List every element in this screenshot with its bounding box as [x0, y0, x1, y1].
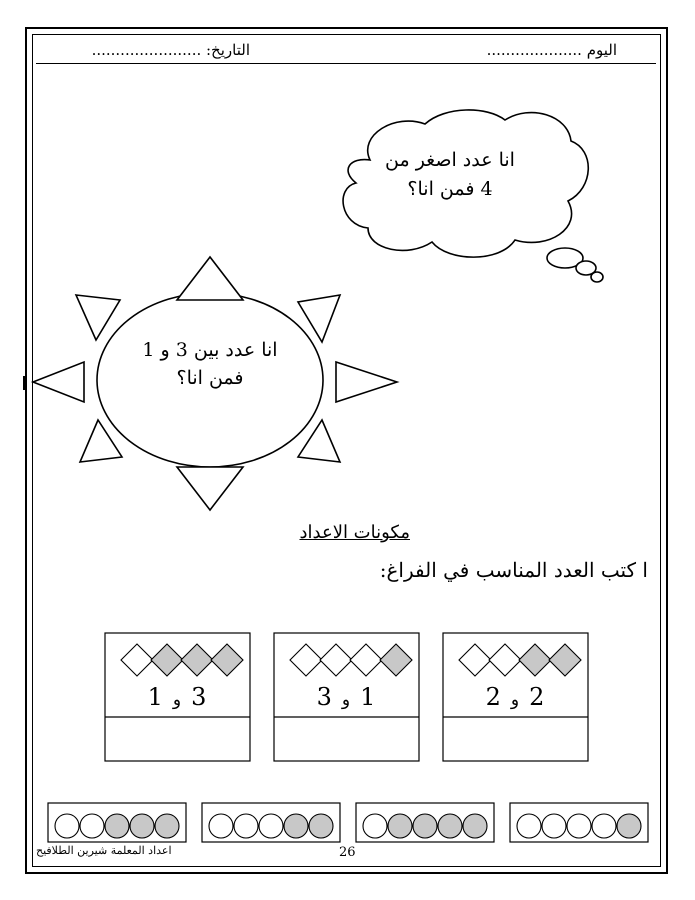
page-number: 26: [339, 845, 356, 860]
counter-circle: [284, 814, 308, 838]
cloud-riddle-line2: 4 فمن انا؟: [407, 178, 493, 200]
counter-circle: [617, 814, 641, 838]
instruction-text: ا كتب العدد المناسب في الفراغ:: [379, 558, 648, 582]
pair-and: و: [510, 690, 520, 710]
counter-circle: [567, 814, 591, 838]
number-pair: [107, 683, 247, 711]
counter-circle: [517, 814, 541, 838]
counter-circle: [388, 814, 412, 838]
sun-riddle-line2: فمن انا؟: [176, 367, 244, 389]
circle-strip: [48, 803, 186, 842]
pair-and: و: [172, 690, 182, 710]
pair-left-number: 3: [191, 683, 207, 711]
cloud-riddle: [355, 146, 545, 204]
answer-blank[interactable]: [107, 719, 248, 759]
counter-circle: [542, 814, 566, 838]
number-pair: [276, 683, 416, 711]
circle-strip: [510, 803, 648, 842]
counter-circle: [130, 814, 154, 838]
number-pair: [445, 683, 585, 711]
counter-circle: [155, 814, 179, 838]
pair-right-number: 3: [316, 683, 332, 711]
counter-circle: [363, 814, 387, 838]
counter-circle: [80, 814, 104, 838]
section-title: مكونات الاعداد: [299, 522, 410, 543]
circle-strip: [356, 803, 494, 842]
counter-circle: [309, 814, 333, 838]
answer-blank[interactable]: [445, 719, 586, 759]
counter-circle: [209, 814, 233, 838]
counter-circle: [105, 814, 129, 838]
day-field[interactable]: اليوم ....................: [486, 41, 617, 59]
answer-blank[interactable]: [276, 719, 417, 759]
pair-right-number: 2: [485, 683, 501, 711]
circle-strips: [48, 803, 648, 842]
cloud-riddle-line1: انا عدد اصغر من: [385, 149, 515, 171]
counter-circle: [438, 814, 462, 838]
circle-strip: [202, 803, 340, 842]
sun-riddle-line1: انا عدد بين 3 و 1: [142, 339, 278, 361]
counter-circle: [259, 814, 283, 838]
date-field[interactable]: التاريخ: .......................: [91, 41, 250, 59]
pair-left-number: 2: [529, 683, 545, 711]
counter-circle: [592, 814, 616, 838]
counter-circle: [413, 814, 437, 838]
author-credit: اعداد المعلمة شيرين الطلافيح: [36, 844, 172, 857]
pair-left-number: 1: [360, 683, 376, 711]
pair-right-number: 1: [147, 683, 163, 711]
pair-and: و: [341, 690, 351, 710]
sun-riddle: [110, 336, 310, 392]
counter-circle: [234, 814, 258, 838]
counter-circle: [463, 814, 487, 838]
counter-circle: [55, 814, 79, 838]
